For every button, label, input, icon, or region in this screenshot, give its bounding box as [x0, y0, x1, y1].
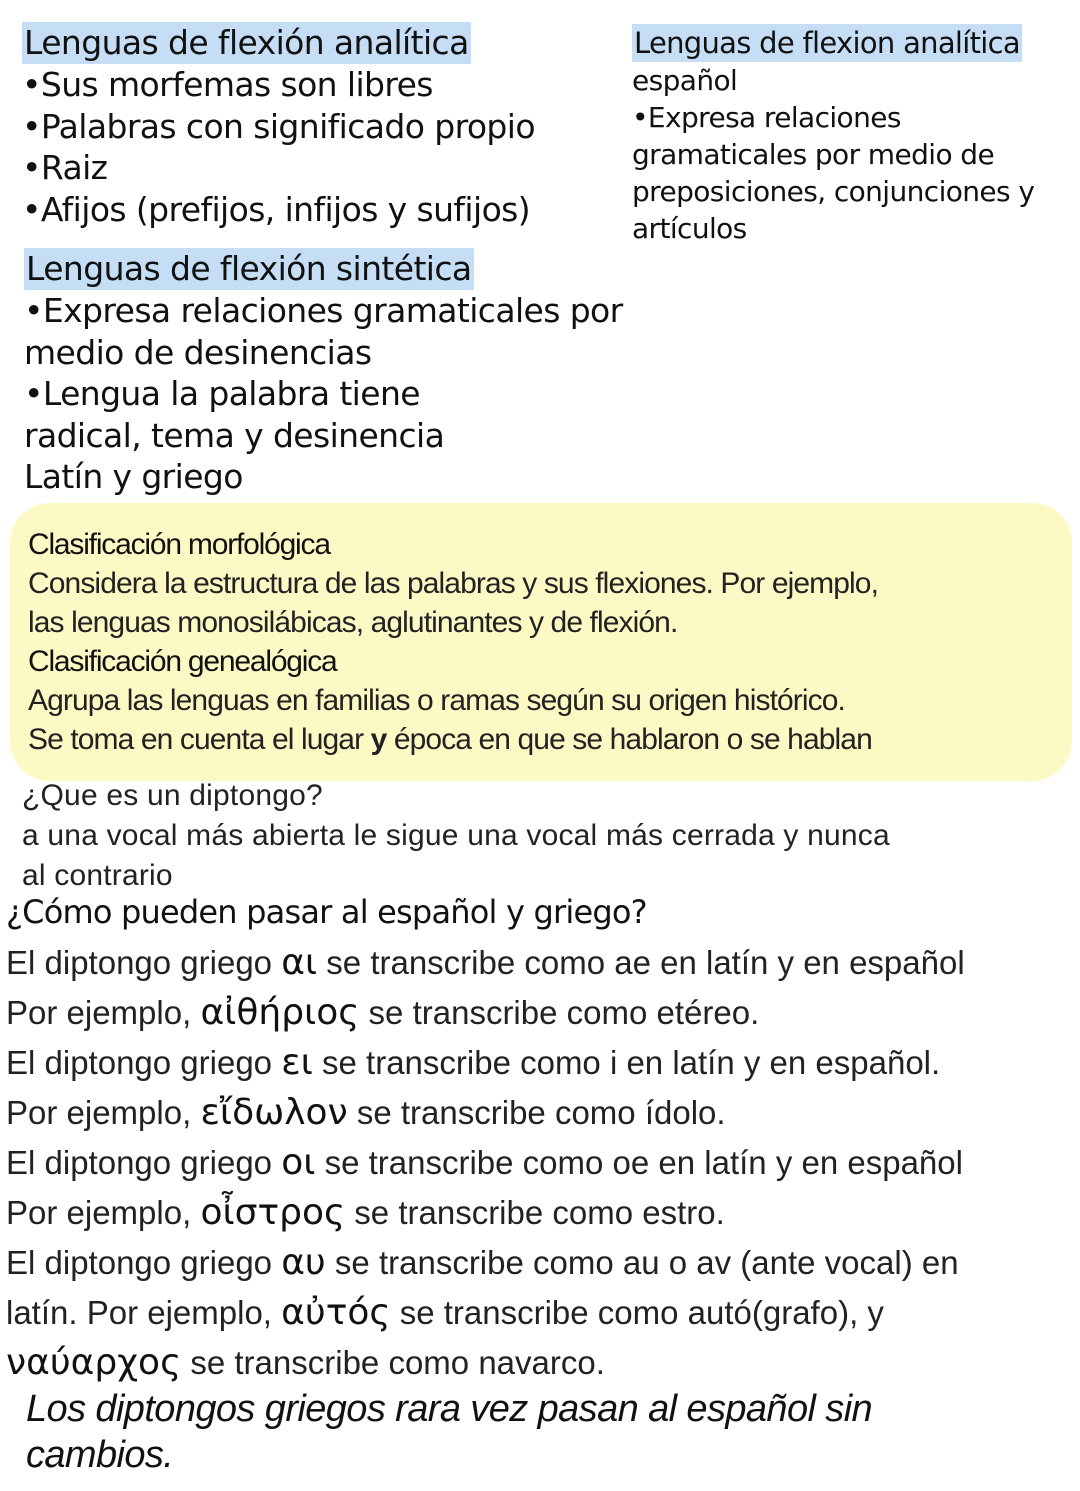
morphological-classification-line: Considera la estructura de las palabras y sus flexiones. Por ejemplo, — [28, 567, 879, 600]
genealogical-classification-line — [28, 720, 878, 759]
row-text-post: se transcribe como au o av (ante vocal) en — [325, 1244, 959, 1281]
synthetic-line: •Expresa relaciones gramaticales por — [24, 291, 623, 330]
example-row — [6, 1038, 965, 1088]
row-text-post: se transcribe como ídolo. — [347, 1094, 726, 1131]
diphthong-question: ¿Que es un diptongo? — [22, 779, 323, 812]
example-row — [6, 1338, 965, 1388]
analytic-languages-right-section — [632, 24, 1034, 247]
row-text-post: se transcribe como ae en latín y en español — [317, 944, 965, 981]
synthetic-title-highlight: Lenguas de flexión sintética — [26, 249, 472, 288]
analytic-right-line: preposiciones, conjunciones y — [632, 175, 1035, 208]
row-text-pre: latín. Por ejemplo, — [6, 1294, 282, 1331]
synthetic-languages-section — [24, 248, 623, 498]
greek-word: ει — [281, 1042, 313, 1083]
row-text-post: se transcribe como estro. — [345, 1194, 725, 1231]
genealogical-classification-line: Agrupa las lenguas en familias o ramas según su origen histórico. — [28, 684, 845, 717]
analytic-left-title — [22, 22, 535, 64]
greek-word: εἴδωλον — [200, 1092, 348, 1133]
analytic-right-line: gramaticales por medio de — [632, 138, 995, 171]
greek-word: αι — [281, 942, 318, 983]
analytic-right-line: español — [632, 64, 738, 97]
genealogical-classification-title: Clasificación genealógica — [28, 645, 337, 678]
row-text-post: se transcribe como autó(grafo), y — [390, 1294, 884, 1331]
example-row — [6, 1088, 965, 1138]
diphthong-definition-line: a una vocal más abierta le sigue una vocal más cerrada y nunca — [22, 819, 890, 852]
row-text-pre: El diptongo griego — [6, 1244, 282, 1281]
analytic-right-line: •Expresa relaciones — [632, 101, 901, 134]
greek-word: αὐτός — [281, 1292, 391, 1333]
synthetic-line: •Lengua la palabra tiene — [24, 374, 420, 413]
analytic-left-title-highlight: Lenguas de flexión analítica — [24, 23, 469, 62]
analytic-left-item: •Afijos (prefijos, infijos y sufijos) — [22, 189, 531, 229]
analytic-right-title — [632, 24, 1034, 62]
example-row — [6, 988, 965, 1038]
example-row — [6, 1238, 965, 1288]
synthetic-title — [24, 248, 623, 290]
row-text-post: se transcribe como navarco. — [181, 1344, 605, 1381]
greek-word: οἶστρος — [200, 1192, 346, 1233]
diphthong-definition-line: al contrario — [22, 859, 173, 892]
analytic-right-line: artículos — [632, 212, 747, 245]
greek-diphthong-examples — [6, 938, 965, 1388]
diphthong-definition-section — [22, 776, 890, 896]
conclusion-section — [26, 1386, 872, 1478]
morphological-classification-title: Clasificación morfológica — [28, 528, 330, 561]
conclusion-line: cambios. — [26, 1434, 174, 1476]
example-row — [6, 938, 965, 988]
synthetic-line: Latín y griego — [24, 457, 243, 496]
example-row — [6, 1188, 965, 1238]
row-text-post: se transcribe como etéreo. — [359, 994, 760, 1031]
row-text-pre: Por ejemplo, — [6, 1094, 201, 1131]
analytic-right-title-highlight: Lenguas de flexion analítica — [634, 26, 1020, 60]
greek-word: αἰθήριος — [200, 992, 360, 1033]
genealogical-text-y: y — [370, 723, 387, 756]
morphological-classification-line: las lenguas monosilábicas, aglutinantes y de flexión. — [28, 606, 678, 639]
genealogical-text-a: Se toma en cuenta el lugar — [28, 723, 371, 756]
greek-word: αυ — [281, 1242, 326, 1283]
greek-word: ναύαρχος — [6, 1342, 182, 1383]
example-row — [6, 1288, 965, 1338]
conclusion-line: Los diptongos griegos rara vez pasan al español sin — [26, 1388, 873, 1430]
genealogical-text-b: época en que se hablaron o se hablan — [386, 723, 872, 756]
row-text-post: se transcribe como i en latín y en español. — [312, 1044, 941, 1081]
row-text-post: se transcribe como oe en latín y en español — [315, 1144, 963, 1181]
row-text-pre: Por ejemplo, — [6, 1194, 201, 1231]
example-row — [6, 1138, 965, 1188]
analytic-left-item: •Sus morfemas son libres — [22, 65, 433, 104]
classification-callout-text — [28, 525, 878, 759]
row-text-pre: El diptongo griego — [6, 1044, 282, 1081]
row-text-pre: El diptongo griego — [6, 944, 282, 981]
row-text-pre: El diptongo griego — [6, 1144, 282, 1181]
row-text-pre: Por ejemplo, — [6, 994, 201, 1031]
analytic-left-item: •Palabras con significado propio — [22, 106, 535, 146]
synthetic-line: radical, tema y desinencia — [24, 415, 445, 455]
analytic-languages-left-section — [22, 22, 535, 230]
transfer-question-heading: ¿Cómo pueden pasar al español y griego? — [6, 893, 647, 931]
synthetic-line: medio de desinencias — [24, 332, 372, 372]
greek-word: οι — [281, 1142, 316, 1183]
analytic-left-item: •Raiz — [22, 148, 108, 187]
